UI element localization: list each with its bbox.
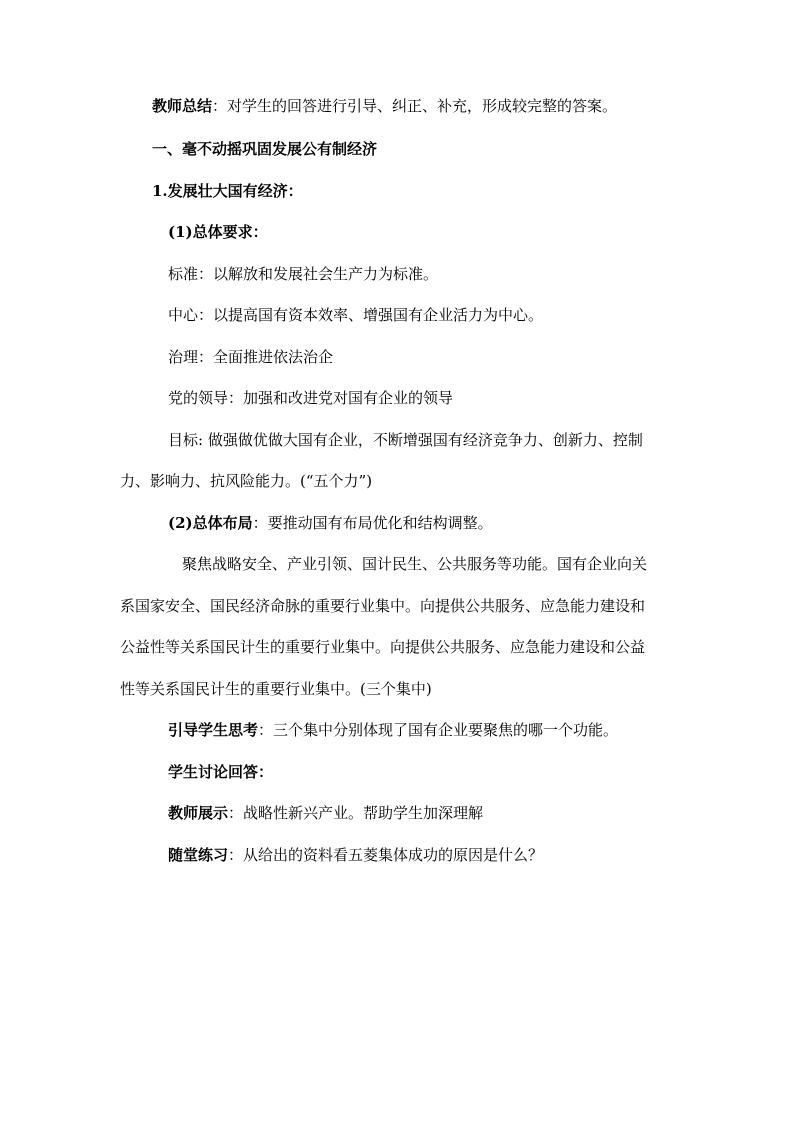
layout-paragraph-line-1: 聚焦战略安全、产业引领、国计民生、公共服务等功能。国有企业向关 <box>182 555 648 573</box>
guide-students-text: ：三个集中分别体现了国有企业要聚焦的哪一个功能。 <box>258 721 619 739</box>
layout-paragraph-line-4: 性等关系国民计生的重要行业集中。(三个集中) <box>120 680 432 698</box>
guide-students-label: 引导学生思考 <box>168 721 259 739</box>
class-practice-line <box>168 845 728 865</box>
overall-layout-text: ：要推动国有布局优化和结构调整。 <box>252 514 493 532</box>
overall-requirements-heading: (1)总体要求： <box>168 223 268 241</box>
requirement-item-party-leadership: 党的领导：加强和改进党对国有企业的领导 <box>168 389 454 407</box>
teacher-show-line <box>168 803 728 823</box>
guide-students-line <box>168 720 728 740</box>
teacher-show-label: 教师展示 <box>168 804 229 822</box>
class-practice-text: ：从给出的资料看五菱集体成功的原因是什么？ <box>228 846 544 864</box>
section-heading-1: 一、毫不动摇巩固发展公有制经济 <box>152 140 378 158</box>
overall-layout-line <box>168 513 728 533</box>
requirement-item-center: 中心：以提高国有资本效率、增强国有企业活力为中心。 <box>168 306 544 324</box>
layout-paragraph-line-3: 公益性等关系国民计生的重要行业集中。向提供公共服务、应急能力建设和公益 <box>120 638 646 656</box>
layout-paragraph-line-2: 系国家安全、国民经济命脉的重要行业集中。向提供公共服务、应急能力建设和 <box>120 597 646 615</box>
goal-line-1: 目标: 做强做优做大国有企业，不断增强国有经济竞争力、创新力、控制 <box>168 431 643 449</box>
subsection-heading-1: 1.发展壮大国有经济： <box>152 182 303 200</box>
requirement-item-governance: 治理：全面推进依法治企 <box>168 348 334 366</box>
class-practice-label: 随堂练习 <box>168 846 229 864</box>
teacher-summary-label: 教师总结 <box>152 97 213 115</box>
overall-layout-label: (2)总体布局 <box>168 514 253 532</box>
goal-line-2: 力、影响力、抗风险能力。(“五个力”) <box>120 472 373 490</box>
teacher-summary-line <box>152 96 712 116</box>
requirement-item-standard: 标准：以解放和发展社会生产力为标准。 <box>168 265 439 283</box>
teacher-summary-text: ：对学生的回答进行引导、纠正、补充，形成较完整的答案。 <box>212 97 618 115</box>
student-discussion-label: 学生讨论回答： <box>168 763 274 781</box>
teacher-show-text: ：战略性新兴产业。帮助学生加深理解 <box>228 804 484 822</box>
